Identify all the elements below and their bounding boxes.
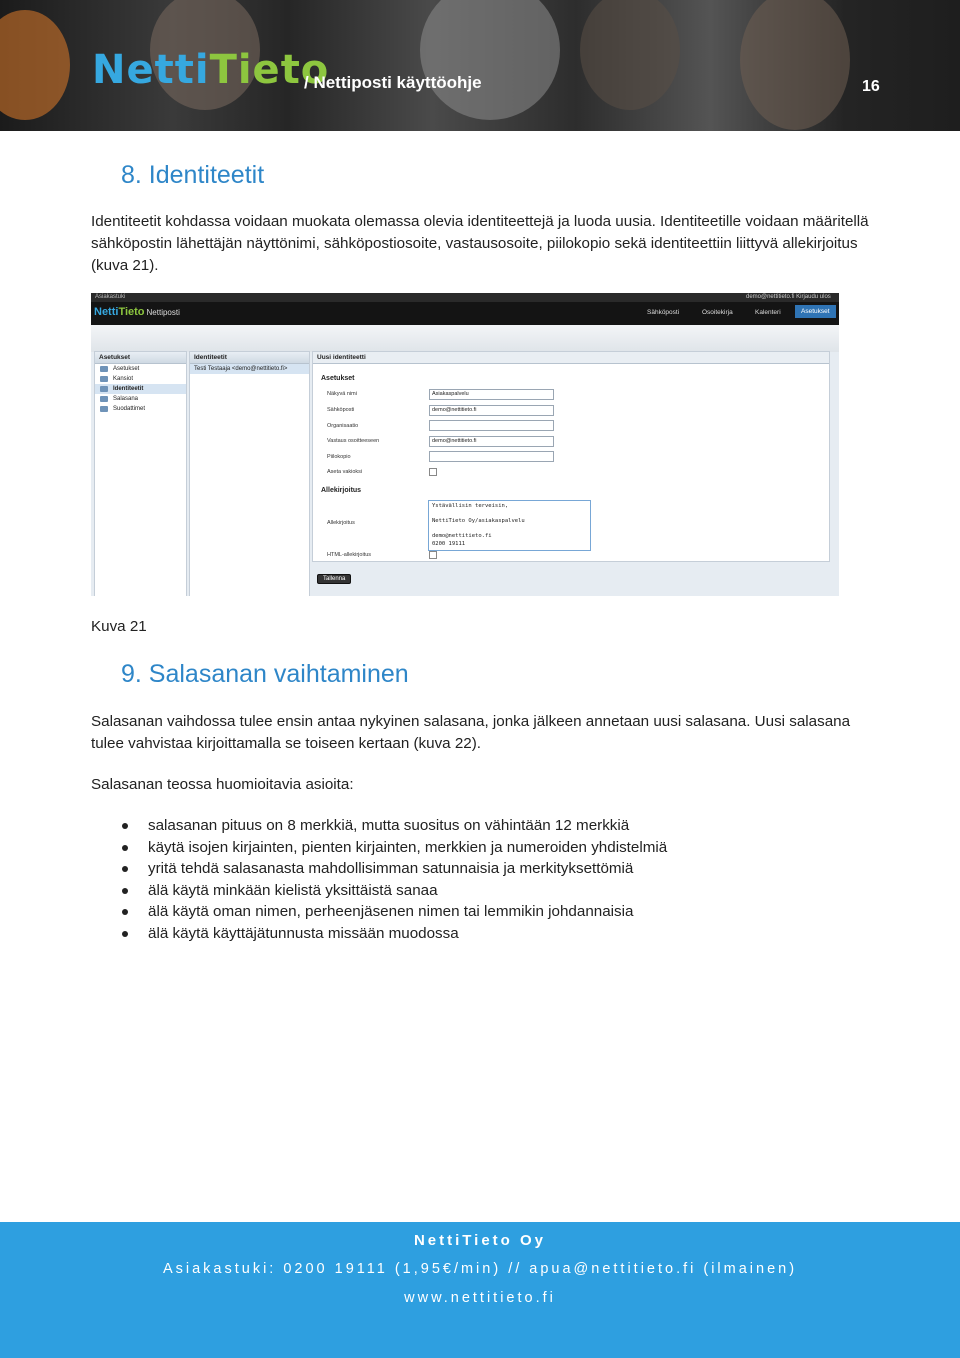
app-toolbar-strip [91, 325, 839, 352]
reply-to-field: demo@nettitieto.fi [429, 436, 554, 447]
section-heading-password: 9. Salasanan vaihtaminen [121, 660, 409, 688]
identities-list-title: Identiteetit [190, 352, 309, 364]
banner-photo-4 [580, 0, 680, 110]
nav-addressbook: Osoitekirja [702, 309, 733, 316]
label-signature: Allekirjoitus [327, 520, 355, 526]
sidebar-title: Asetukset [95, 352, 186, 364]
app-brand [94, 306, 180, 318]
password-tips-list [91, 815, 667, 945]
signature-textarea: Ystävällisin terveisin, NettiTieto Oy/asiakaspalvelu demo@nettitieto.fi 0200 19111 [428, 500, 591, 551]
sidebar-item-label: Salasana [113, 396, 139, 402]
figure-caption: Kuva 21 [91, 618, 147, 635]
key-icon [100, 396, 108, 402]
brand-netti: Netti [94, 306, 119, 318]
form-settings-heading: Asetukset [321, 375, 355, 382]
sidebar-item-settings [95, 364, 186, 374]
organisation-field [429, 420, 554, 431]
label-bcc: Piilokopio [327, 454, 351, 460]
identities-paragraph: Identiteetit kohdassa voidaan muokata olemassa olevia identiteettejä ja luoda uusia. Identiteetille voidaan määritellä sähköpostin lähettäjän näyttönimi, sähköpostiosoite, vastausosoite, piilokopio sekä identiteettiin liittyvä allekirjoitus (kuva 21). [91, 213, 869, 274]
sidebar-item-label: Kansiot [113, 376, 134, 382]
sidebar-item-label: Asetukset [113, 366, 140, 372]
set-default-checkbox [429, 468, 437, 476]
logo-text-netti: Netti [92, 47, 210, 93]
banner-photo-1 [0, 10, 70, 120]
list-item: älä käytä oman nimen, perheenjäsenen nimen tai lemmikin johdannaisia [91, 901, 667, 923]
sidebar-item-identities [95, 384, 186, 394]
display-name-field: Asiakaspalvelu [429, 389, 554, 400]
signature-heading: Allekirjoitus [321, 487, 362, 494]
password-paragraph: Salasanan vaihdossa tulee ensin antaa nykyinen salasana, jonka jälkeen annetaan uusi salasana. Uusi salasana tulee vahvistaa kirjoittamalla se toiseen kertaan (kuva 22). [91, 713, 851, 752]
footer [0, 1222, 960, 1358]
logo-text-tieto: Tieto [209, 47, 330, 93]
label-reply-to: Vastaus osoitteeseen [327, 438, 380, 444]
sidebar-item-password [95, 394, 186, 404]
sidebar-item-filters [95, 404, 186, 414]
nav-mail: Sähköposti [647, 309, 680, 316]
footer-company: NettiTieto Oy [413, 1232, 547, 1249]
label-email: Sähköposti [327, 407, 355, 413]
sidebar-item-label: Suodattimet [113, 406, 146, 412]
save-button: Tallenna [317, 574, 351, 584]
identity-form-title: Uusi identiteetti [313, 352, 829, 364]
support-link: Asiakastuki [95, 294, 126, 300]
section-heading-identities: 8. Identiteetit [121, 161, 265, 189]
list-item: yritä tehdä salasanasta mahdollisimman satunnaisia ja merkityksettömiä [91, 858, 667, 880]
nettitieto-logo [92, 47, 330, 93]
monitor-icon [100, 366, 108, 372]
screenshot-identities [91, 293, 839, 596]
label-set-default: Aseta vakioksi [327, 469, 363, 475]
nav-calendar: Kalenteri [755, 309, 781, 316]
header-banner [0, 0, 960, 131]
list-item: käytä isojen kirjainten, pienten kirjainten, merkkien ja numeroiden yhdistelmiä [91, 837, 667, 859]
folder-icon [100, 376, 108, 382]
html-signature-checkbox [429, 551, 437, 559]
sidebar-item-folders [95, 374, 186, 384]
list-item: älä käytä minkään kielistä yksittäistä sanaa [91, 880, 667, 902]
list-item: älä käytä käyttäjätunnusta missään muodossa [91, 923, 667, 945]
brand-tieto: Tieto [118, 306, 145, 318]
user-icon [100, 386, 108, 392]
identity-entry: Testi Testaaja <demo@nettitieto.fi> [190, 364, 309, 374]
bcc-field [429, 451, 554, 462]
footer-website: www.nettitieto.fi [404, 1290, 556, 1306]
label-organisation: Organisaatio [327, 423, 359, 429]
brand-nettiposti: Nettiposti [146, 308, 180, 317]
nav-settings: Asetukset [795, 305, 836, 318]
email-field: demo@nettitieto.fi [429, 405, 554, 416]
filter-icon [100, 406, 108, 412]
document-title: / Nettiposti käyttöohje [304, 73, 482, 92]
app-topline [91, 293, 839, 302]
label-display-name: Näkyvä nimi [327, 391, 357, 397]
sidebar-item-label: Identiteetit [113, 386, 144, 392]
settings-sidebar [94, 351, 187, 596]
label-html-signature: HTML-allekirjoitus [327, 552, 372, 558]
page-number: 16 [862, 78, 880, 95]
password-tips-intro: Salasanan teossa huomioitavia asioita: [91, 776, 354, 793]
banner-photo-3 [420, 0, 560, 120]
list-item: salasanan pituus on 8 merkkiä, mutta suositus on vähintään 12 merkkiä [91, 815, 667, 837]
footer-support: Asiakastuki: 0200 19111 (1,95€/min) // apua@nettitieto.fi (ilmainen) [162, 1261, 798, 1277]
identities-list-panel [189, 351, 310, 596]
user-email: demo@nettitieto.fi Kirjaudu ulos [746, 294, 831, 300]
banner-photo-5 [740, 0, 850, 130]
